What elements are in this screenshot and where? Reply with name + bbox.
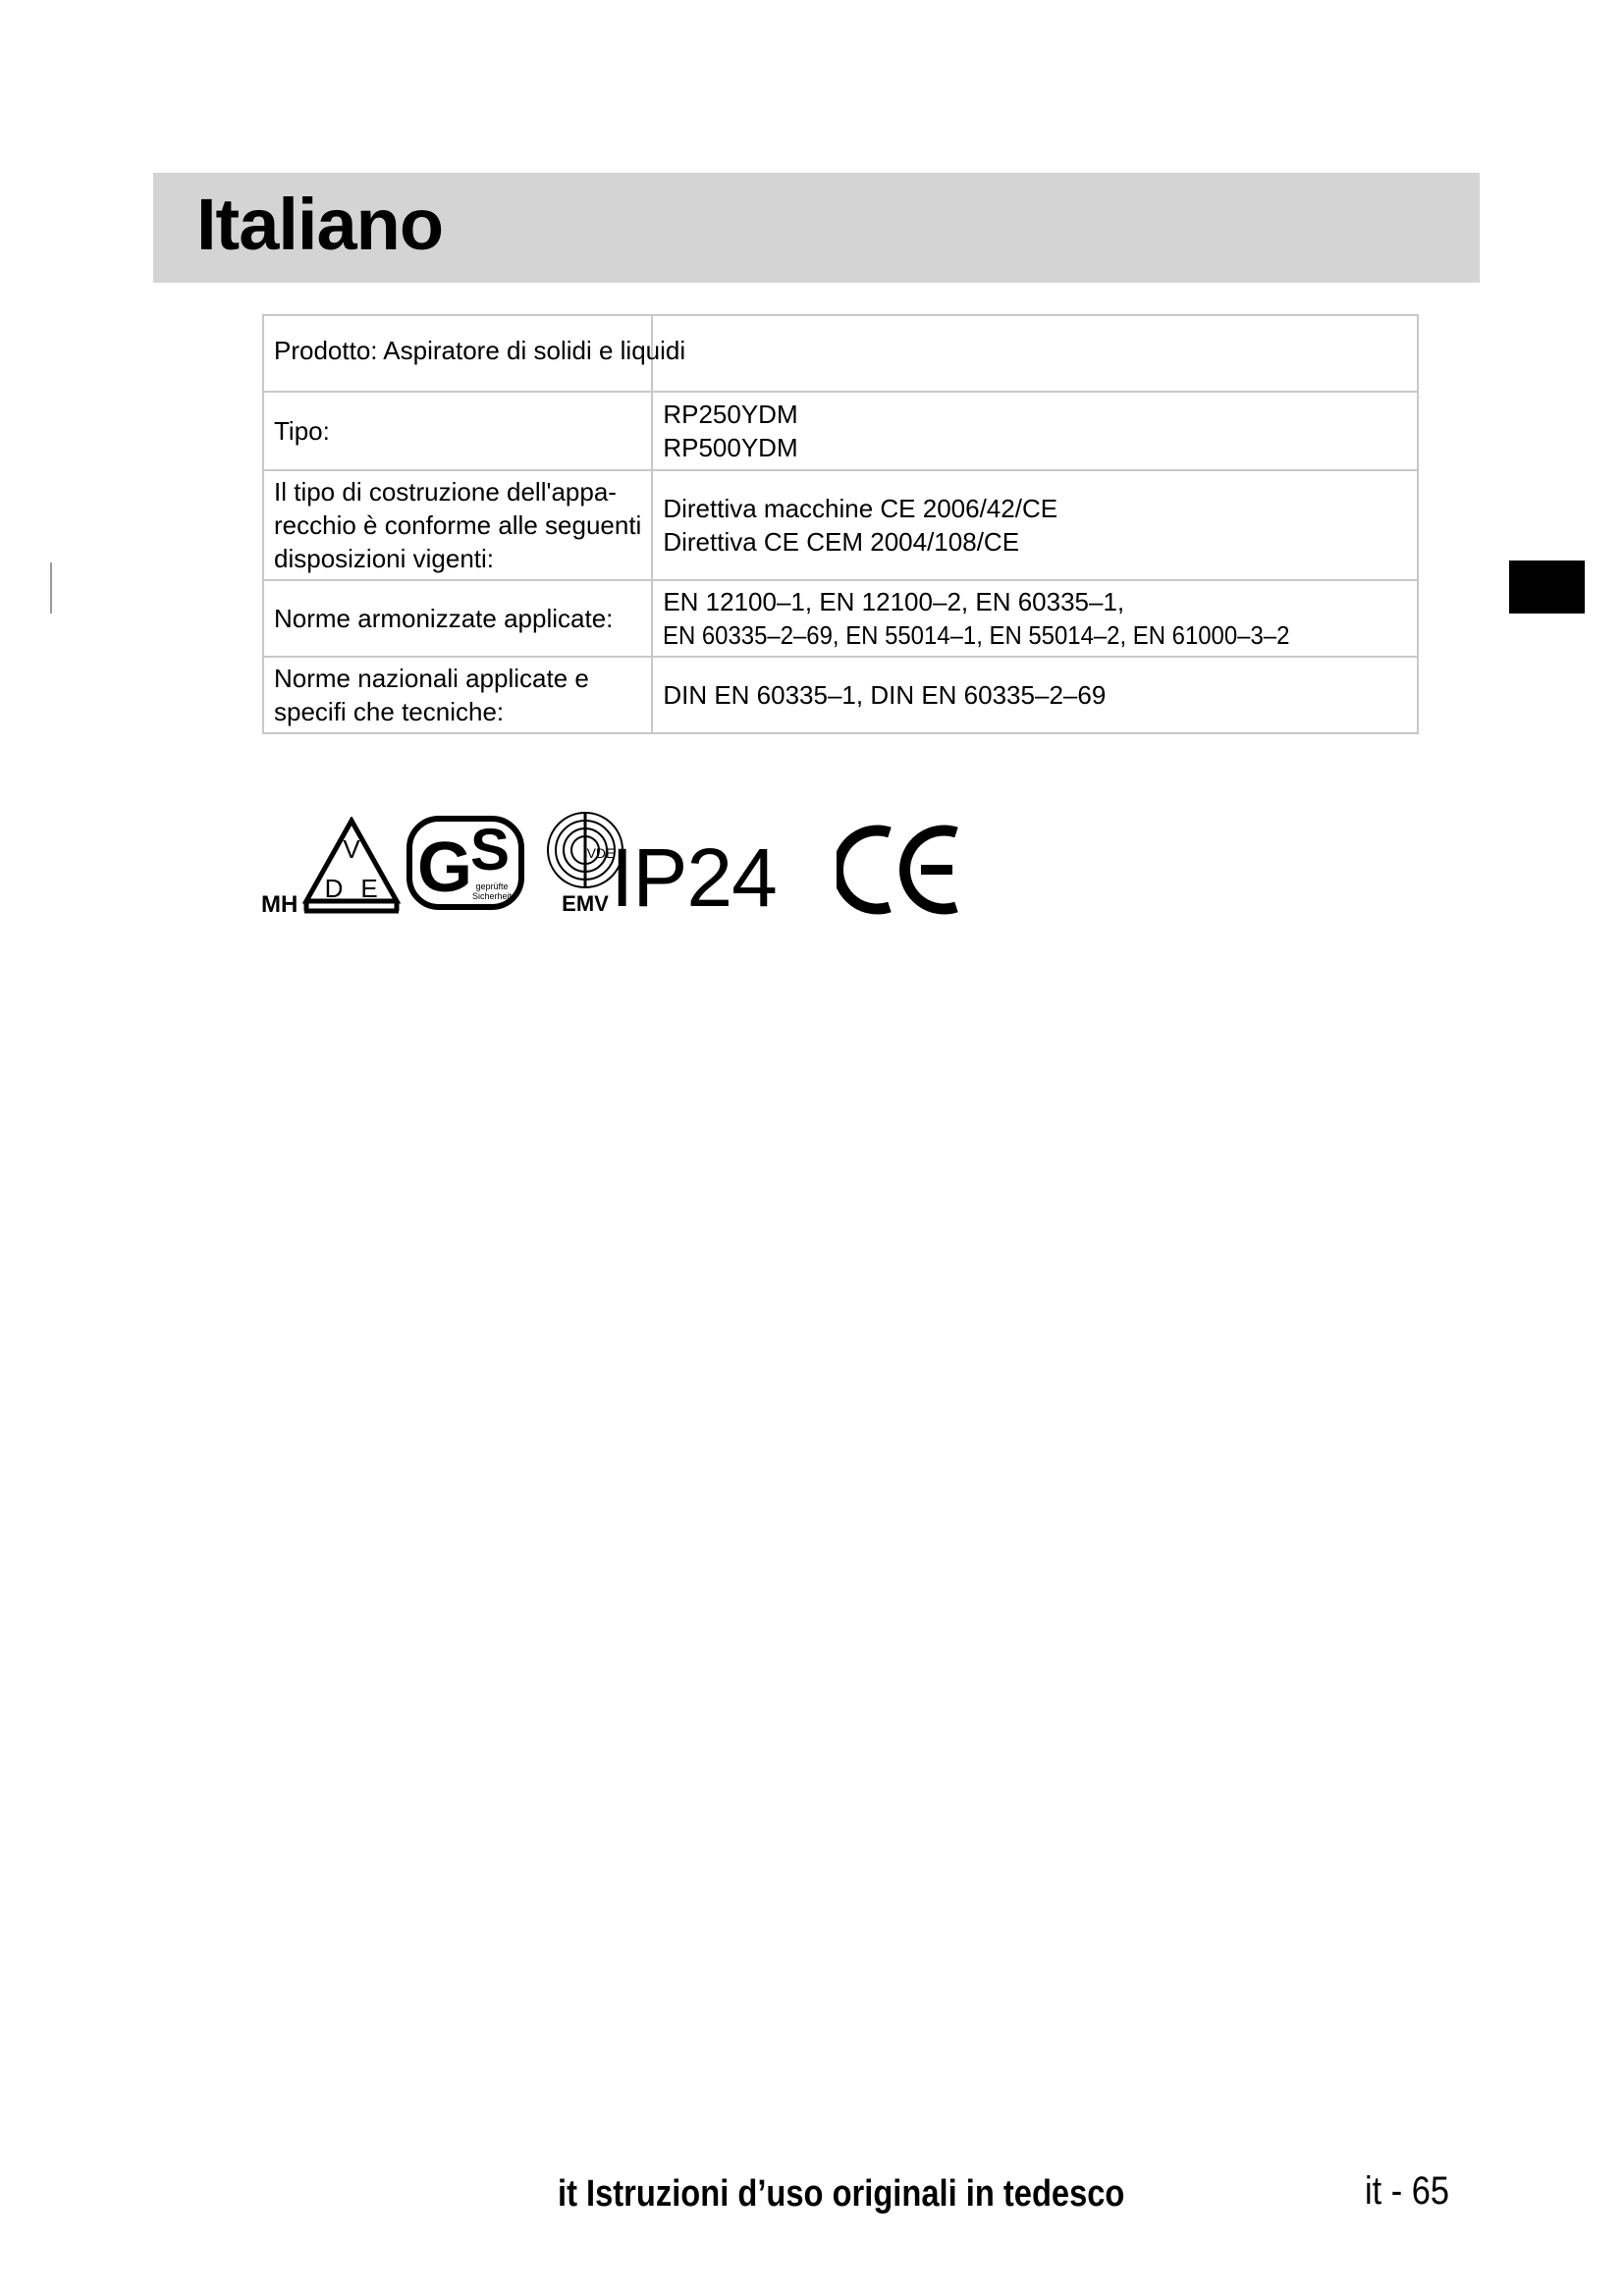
value-cell bbox=[652, 470, 1418, 580]
value-cell bbox=[652, 392, 1418, 470]
declaration-table bbox=[262, 314, 1419, 734]
gs-logo bbox=[406, 815, 525, 911]
table-row bbox=[263, 580, 1418, 657]
margin-line bbox=[50, 562, 52, 614]
value-text: RP500YDM bbox=[663, 433, 798, 462]
section-tab-marker bbox=[1509, 561, 1585, 614]
page-number: it - 65 bbox=[1365, 2169, 1450, 2213]
table-row bbox=[263, 315, 1418, 392]
empty-cell bbox=[652, 315, 1418, 392]
label-text: Il tipo di costruzione dell'appa- bbox=[274, 477, 617, 507]
vde-letter-d: D bbox=[324, 874, 344, 903]
label-cell bbox=[263, 392, 652, 470]
label-text: specifi che tecniche: bbox=[274, 697, 505, 726]
gs-small-1: geprüfte bbox=[475, 881, 509, 891]
ce-mark bbox=[837, 821, 968, 919]
table-row bbox=[263, 657, 1418, 733]
table-row bbox=[263, 392, 1418, 470]
label-cell bbox=[263, 470, 652, 580]
vde-small-text: VDE bbox=[586, 845, 616, 861]
label-cell bbox=[263, 580, 652, 657]
vde-logo bbox=[300, 817, 403, 917]
value-text: EN 12100–1, EN 12100–2, EN 60335–1, bbox=[663, 587, 1125, 616]
gs-small-2: Sicherheit bbox=[471, 891, 513, 901]
value-cell bbox=[652, 580, 1418, 657]
value-cell bbox=[652, 657, 1418, 733]
table-row bbox=[263, 470, 1418, 580]
vde-letter-v: V bbox=[343, 834, 360, 864]
gs-letter-s: S bbox=[469, 817, 511, 882]
value-text: Direttiva macchine CE 2006/42/CE bbox=[663, 494, 1058, 523]
footer-title: it Istruzioni d’uso originali in tedesco bbox=[558, 2173, 1125, 2215]
value-text: RP250YDM bbox=[663, 400, 798, 429]
label-text: disposizioni vigenti: bbox=[274, 544, 495, 573]
certification-logos bbox=[257, 807, 984, 925]
emv-text: EMV bbox=[562, 891, 609, 916]
label-text: Norme armonizzate applicate: bbox=[274, 604, 614, 633]
value-text: EN 60335–2–69, EN 55014–1, EN 55014–2, EN 61000–3–2 bbox=[663, 620, 1290, 650]
page-title: Italiano bbox=[196, 184, 444, 265]
ip-rating: IP24 bbox=[611, 831, 777, 924]
label-cell bbox=[263, 657, 652, 733]
value-text: DIN EN 60335–1, DIN EN 60335–2–69 bbox=[663, 680, 1107, 710]
product-cell bbox=[263, 315, 686, 392]
vde-letter-e: E bbox=[360, 874, 378, 903]
product-text: Prodotto: Aspiratore di solidi e liquidi bbox=[274, 336, 686, 365]
value-text: Direttiva CE CEM 2004/108/CE bbox=[663, 527, 1020, 557]
label-text: recchio è conforme alle seguenti bbox=[274, 510, 642, 540]
label-text: Tipo: bbox=[274, 416, 330, 446]
mh-mark: MH bbox=[261, 891, 298, 918]
label-text: Norme nazionali applicate e bbox=[274, 664, 589, 693]
gs-letter-g: G bbox=[416, 828, 473, 907]
